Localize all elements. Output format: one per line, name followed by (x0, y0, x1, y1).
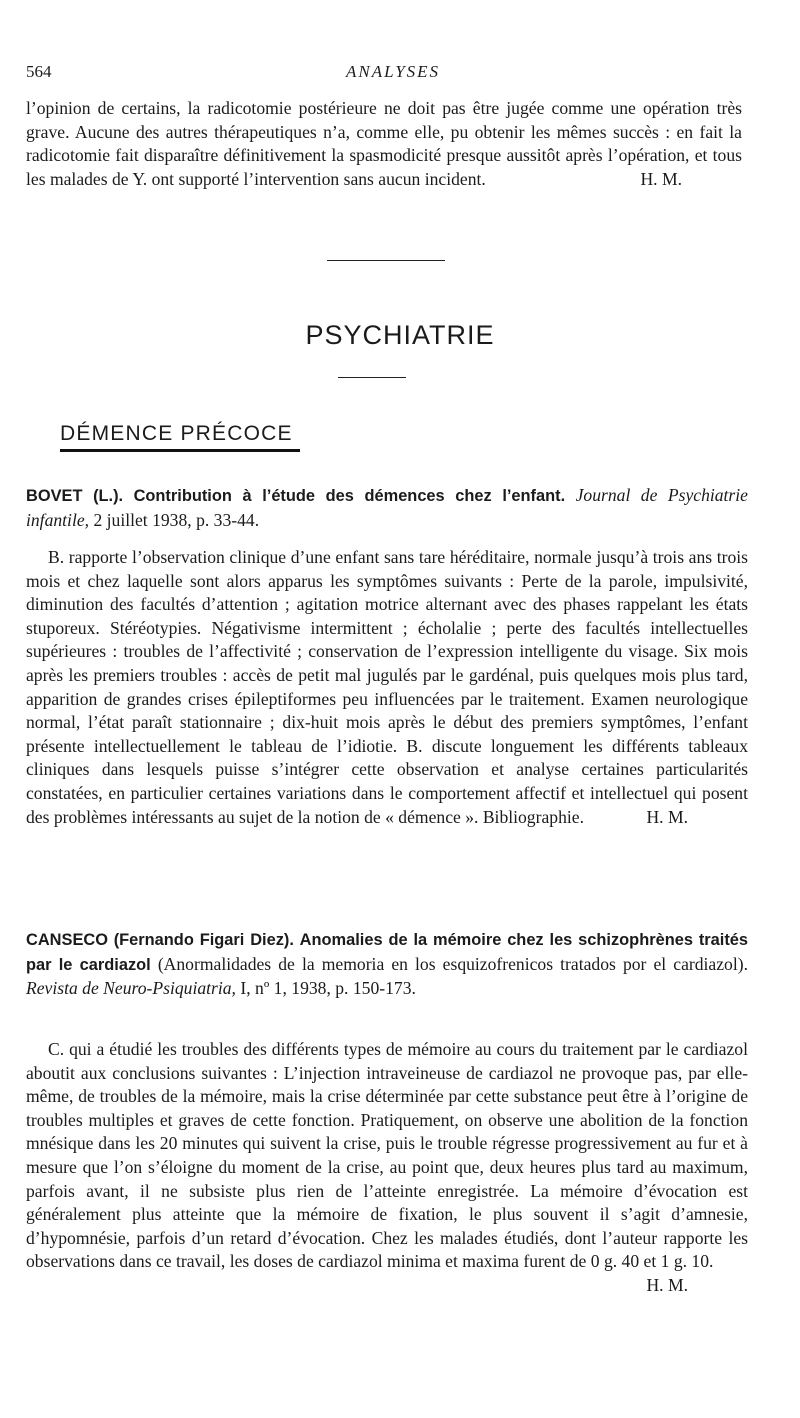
article-signature: H. M. (646, 1274, 688, 1295)
intro-paragraph (26, 97, 742, 191)
article-reference: 2 juillet 1938, p. 33-44. (93, 509, 260, 530)
section-title: PSYCHIATRIE (305, 320, 495, 350)
intro-signature: H. M. (640, 168, 682, 189)
article-author-detail: (Fernando Figari Diez). (113, 931, 294, 949)
page-header (26, 62, 760, 88)
article-reference: I, nº 1, 1938, p. 150-173. (240, 978, 416, 999)
page-number: 564 (26, 62, 52, 81)
article-body-text: B. rapporte l’observation clinique d’une enfant sans tare héréditaire, normale jusqu’à trois ans trois mois et chez laquelle sont alors apparus les symptômes suivants : Perte de la parole, impulsivité, diminution des facultés d’attention ; agitation motrice alternant avec des phases rappelant les états stuporeux. Stéréotypies. Négativisme intermittent ; écholalie ; perte des facultés intellectuelles supérieures : troubles de l’affectivité ; conservation de l’expression intelligente du visage. Six mois après les premiers troubles : accès de petit mal jugulés par le gardénal, puis quelques mois plus tard, apparition de grandes crises épileptiformes peu influencées par le traitement. Examen neurologique normal, l’état paraît stationnaire ; dix-huit mois après le début des premiers symptômes, l’enfant présente intellectuellement le tableau de l’idiotie. B. discute longuement les différents tableaux cliniques dans lesquels puisse s’intégrer cette observation et analyse certaines particularités constatées, en particulier certaines variations dans le comportement affectif et intellectuel qui posent des problèmes intéressants au sujet de la notion de « démence ». Bibliographie. (26, 547, 748, 827)
article-signature: H. M. (646, 806, 688, 827)
article-title: Anomalies de la mémoire chez les schizophrènes traités par le cardiazol (26, 931, 749, 974)
article-body-canseco (26, 1038, 748, 1298)
subsection-underline (60, 449, 300, 452)
subsection-title: DÉMENCE PRÉCOCE (60, 422, 293, 445)
article-body-text: C. qui a étudié les troubles des différents types de mémoire au cours du traitement par le cardiazol aboutit aux conclusions suivantes : L’injection intraveineuse de cardiazol ne provoque pas, par elle-même, de troubles de la mémoire, mais la crise déterminée par cette substance peut être à l’origine de troubles multiples et graves de cette fonction. Pratiquement, on observe une abolition de la fonction mnésique dans les 20 minutes qui suivent la crise, puis le trouble régresse progressivement au fur et à mesure que l’on s’éloigne du moment de la crise, au point que, deux heures plus tard au maximum, parfois avant, il ne subsiste plus rien de l’atteinte enregistrée. La mémoire d’évocation est généralement plus atteinte que la mémoire de fixation, le plus souvent il s’agit d’amnesie, d’hypomnésie, parfois d’un retard d’évocation. Chez les malades étudiés, dont l’auteur rapporte les observations dans ce travail, les doses de cardiazol minima et maxima furent de 0 g. 40 et 1 g. 10. (26, 1039, 748, 1272)
article-heading-canseco (26, 928, 748, 1001)
article-author: BOVET (L.). (26, 487, 124, 505)
article-title: Contribution à l’étude des démences chez l’enfant. (133, 487, 566, 505)
article-subtitle: (Anormalidades de la memoria en los esquizofrenicos tratados por el cardiazol). (157, 953, 748, 974)
article-journal: Journal de Psychiatrie infantile, (26, 485, 748, 530)
article-author: CANSECO (26, 931, 108, 949)
intro-text: l’opinion de certains, la radicotomie postérieure ne doit pas être jugée comme une opération très grave. Aucune des autres thérapeutiques n’a, comme elle, pu obtenir les mêmes succès : en fait la radicotomie fait disparaître définitivement la spasmodicité presque aussitôt après l’opération, et tous les malades de Y. ont supporté l’intervention sans aucun incident. (26, 98, 742, 189)
separator-rule (327, 260, 445, 261)
article-heading-bovet (26, 484, 748, 532)
section-rule (338, 377, 406, 378)
running-title: ANALYSES (345, 62, 441, 81)
article-body-bovet (26, 546, 748, 829)
article-journal: Revista de Neuro-Psiquiatria, (26, 978, 236, 999)
